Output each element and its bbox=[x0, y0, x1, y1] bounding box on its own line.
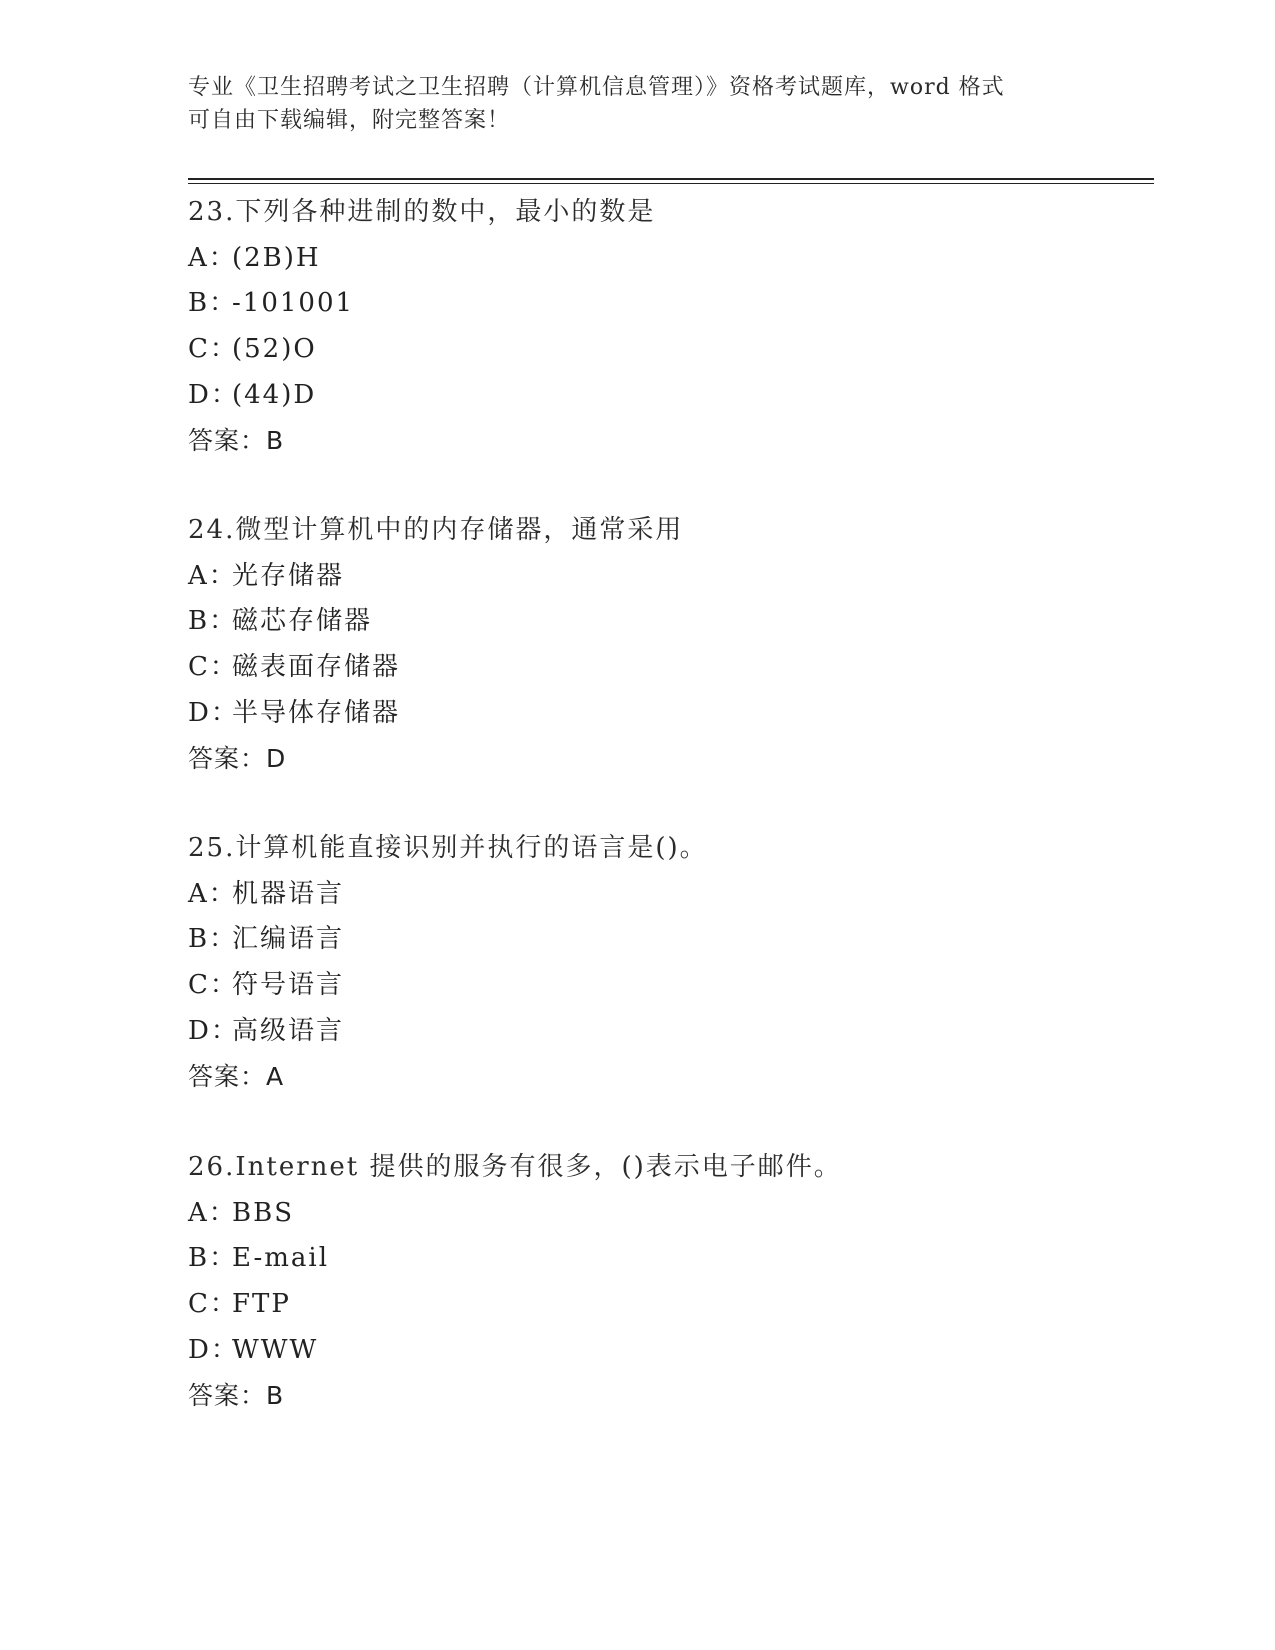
option-text: (52)O bbox=[232, 334, 317, 365]
option-letter: D： bbox=[188, 697, 239, 728]
option-text: E-mail bbox=[232, 1243, 330, 1274]
option-text: 机器语言 bbox=[232, 878, 345, 909]
option-c bbox=[188, 1282, 1148, 1328]
option-c bbox=[188, 327, 1148, 373]
option-d bbox=[188, 1328, 1148, 1374]
answer-line: 答案：D bbox=[188, 744, 287, 774]
option-d bbox=[188, 691, 1148, 737]
option-letter: A： bbox=[188, 878, 237, 909]
option-text: 光存储器 bbox=[232, 560, 345, 591]
option-letter: D： bbox=[188, 1015, 239, 1046]
answer-line: 答案：A bbox=[188, 1062, 285, 1092]
option-letter: B： bbox=[188, 924, 238, 955]
option-a bbox=[188, 554, 1148, 600]
document-header bbox=[188, 71, 1068, 137]
option-c bbox=[188, 645, 1148, 691]
option-c bbox=[188, 963, 1148, 1009]
option-b bbox=[188, 917, 1148, 963]
question-title: 24.微型计算机中的内存储器，通常采用 bbox=[188, 515, 684, 545]
option-letter: C： bbox=[188, 652, 238, 683]
header-divider-thick bbox=[188, 178, 1154, 180]
option-text: (2B)H bbox=[232, 242, 321, 273]
option-letter: A： bbox=[188, 1197, 237, 1228]
option-letter: B： bbox=[188, 606, 238, 637]
option-b bbox=[188, 281, 1148, 327]
option-a bbox=[188, 1191, 1148, 1237]
question-title: 26.Internet 提供的服务有很多，()表示电子邮件。 bbox=[188, 1152, 842, 1182]
option-text: (44)D bbox=[232, 379, 317, 410]
option-a bbox=[188, 872, 1148, 918]
option-letter: D： bbox=[188, 1334, 239, 1365]
option-text: FTP bbox=[232, 1289, 291, 1320]
option-text: 半导体存储器 bbox=[232, 697, 401, 728]
option-text: 磁表面存储器 bbox=[232, 652, 401, 683]
question-23 bbox=[188, 190, 1148, 464]
question-title: 23.下列各种进制的数中，最小的数是 bbox=[188, 197, 656, 227]
question-26 bbox=[188, 1145, 1148, 1419]
question-title: 25.计算机能直接识别并执行的语言是()。 bbox=[188, 833, 708, 863]
option-text: 高级语言 bbox=[232, 1015, 345, 1046]
option-letter: C： bbox=[188, 1289, 238, 1320]
option-letter: C： bbox=[188, 334, 238, 365]
option-d bbox=[188, 373, 1148, 419]
option-a bbox=[188, 236, 1148, 282]
option-text: 汇编语言 bbox=[232, 924, 345, 955]
option-letter: C： bbox=[188, 970, 238, 1001]
answer-line: 答案：B bbox=[188, 1381, 285, 1411]
option-letter: B： bbox=[188, 288, 238, 319]
option-text: BBS bbox=[232, 1197, 295, 1228]
option-text: 磁芯存储器 bbox=[232, 606, 373, 637]
option-text: -101001 bbox=[232, 288, 355, 319]
option-letter: B： bbox=[188, 1243, 238, 1274]
header-line-2: 可自由下载编辑，附完整答案！ bbox=[188, 108, 511, 133]
option-b bbox=[188, 599, 1148, 645]
option-d bbox=[188, 1009, 1148, 1055]
option-text: WWW bbox=[232, 1334, 319, 1365]
option-text: 符号语言 bbox=[232, 970, 345, 1001]
answer-line: 答案：B bbox=[188, 426, 285, 456]
option-b bbox=[188, 1236, 1148, 1282]
header-divider-thin bbox=[188, 183, 1154, 184]
question-25 bbox=[188, 826, 1148, 1100]
option-letter: A： bbox=[188, 242, 237, 273]
option-letter: A： bbox=[188, 560, 237, 591]
option-letter: D： bbox=[188, 379, 239, 410]
question-24 bbox=[188, 508, 1148, 782]
header-line-1: 专业《卫生招聘考试之卫生招聘（计算机信息管理）》资格考试题库，word 格式 bbox=[188, 75, 1005, 100]
